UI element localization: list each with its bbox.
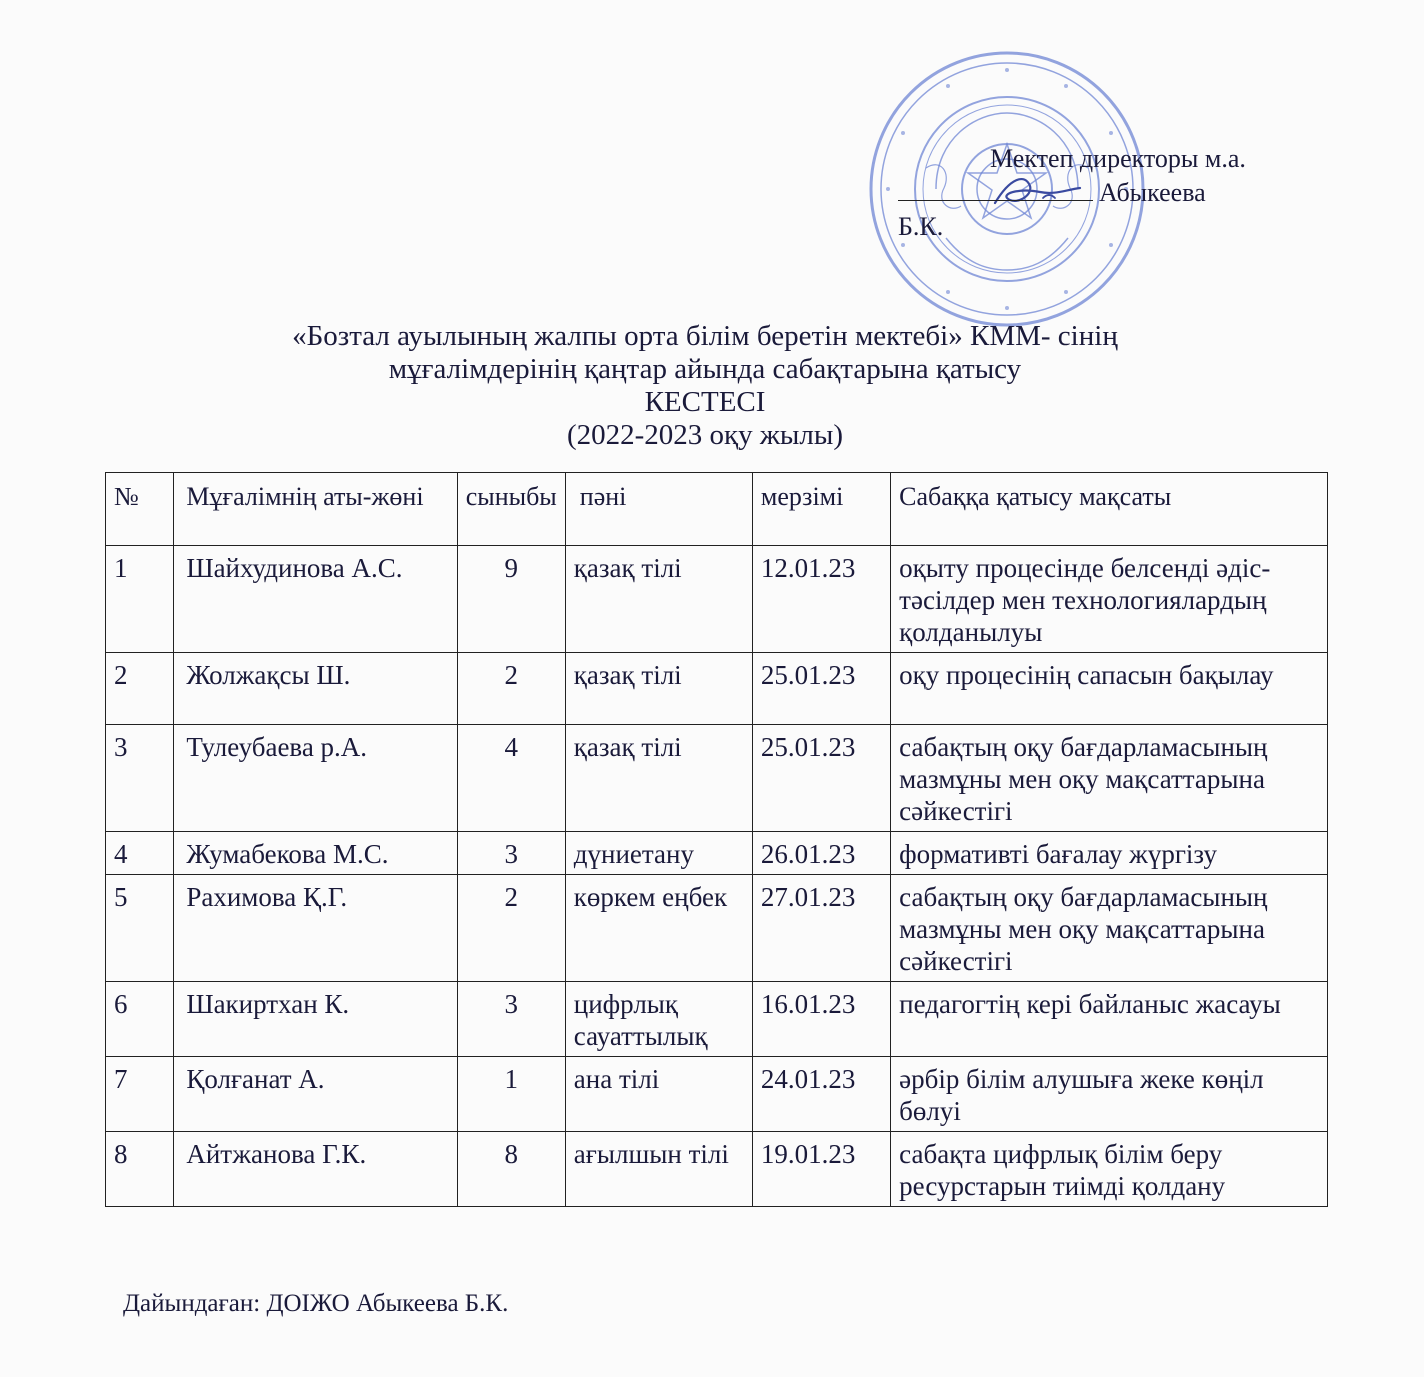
row-grade: 2 (457, 875, 565, 982)
title-line-1: «Бозтал ауылының жалпы орта білім беретін мектебі» КММ- сінің (292, 320, 1118, 352)
row-grade: 3 (457, 982, 565, 1057)
row-purpose: әрбір білім алушыға жеке көңіл бөлуі (891, 1057, 1328, 1132)
prepared-by-note: Дайындаған: ДОІЖО Абыкеева Б.К. (123, 1290, 509, 1317)
row-subject: қазақ тілі (565, 546, 752, 653)
row-number: 2 (106, 653, 174, 725)
row-number: 8 (106, 1132, 174, 1207)
header-date: мерзімі (752, 473, 890, 546)
row-subject: дүниетану (565, 832, 752, 875)
table-row (106, 832, 1328, 875)
table-row (106, 875, 1328, 982)
row-teacher-name: Шайхудинова А.С. (174, 546, 457, 653)
row-number: 6 (106, 982, 174, 1057)
table-header-row (106, 473, 1328, 546)
row-number: 7 (106, 1057, 174, 1132)
row-grade: 8 (457, 1132, 565, 1207)
row-purpose: формативті бағалау жүргізу (891, 832, 1328, 875)
row-teacher-name: Қолғанат А. (174, 1057, 457, 1132)
row-subject: көркем еңбек (565, 875, 752, 982)
table-row (106, 982, 1328, 1057)
header-subject: пәні (565, 473, 752, 546)
document-title (140, 320, 1270, 452)
row-subject: қазақ тілі (565, 653, 752, 725)
row-grade: 2 (457, 653, 565, 725)
row-purpose: сабақтың оқу бағдарламасының мазмұны мен оқу мақсаттарына сәйкестігі (891, 725, 1328, 832)
row-teacher-name: Шакиртхан К. (174, 982, 457, 1057)
attendance-schedule-table (105, 472, 1328, 1207)
row-purpose: сабақта цифрлық білім беру ресурстарын тиімді қолдану (891, 1132, 1328, 1207)
row-number: 3 (106, 725, 174, 832)
row-teacher-name: Айтжанова Г.К. (174, 1132, 457, 1207)
row-date: 24.01.23 (752, 1057, 890, 1132)
row-teacher-name: Жолжақсы Ш. (174, 653, 457, 725)
row-purpose: педагогтің кері байланыс жасауы (891, 982, 1328, 1057)
approver-name: Абыкеева Б.К. (898, 178, 1206, 241)
table-row (106, 1057, 1328, 1132)
row-grade: 9 (457, 546, 565, 653)
approver-position: Мектеп директоры м.а. (990, 144, 1246, 173)
row-subject: қазақ тілі (565, 725, 752, 832)
approval-block (898, 142, 1320, 244)
row-grade: 1 (457, 1057, 565, 1132)
title-line-2: мұғалімдерінің қаңтар айында сабақтарына қатысу (388, 353, 1022, 385)
header-teacher-name: Мұғалімнің аты-жөні (174, 473, 457, 546)
row-number: 4 (106, 832, 174, 875)
row-teacher-name: Жумабекова М.С. (174, 832, 457, 875)
row-number: 1 (106, 546, 174, 653)
row-date: 26.01.23 (752, 832, 890, 875)
row-grade: 3 (457, 832, 565, 875)
signature-blank (898, 178, 1093, 201)
title-line-3: КЕСТЕСІ (644, 386, 766, 418)
row-purpose: оқу процесінің сапасын бақылау (891, 653, 1328, 725)
title-line-4: (2022-2023 оқу жылы) (566, 419, 844, 451)
header-grade: сыныбы (457, 473, 565, 546)
row-subject: ана тілі (565, 1057, 752, 1132)
table-row (106, 1132, 1328, 1207)
row-date: 25.01.23 (752, 653, 890, 725)
row-subject: цифрлық сауаттылық (565, 982, 752, 1057)
row-purpose: сабақтың оқу бағдарламасының мазмұны мен оқу мақсаттарына сәйкестігі (891, 875, 1328, 982)
row-date: 16.01.23 (752, 982, 890, 1057)
header-number: № (106, 473, 174, 546)
row-teacher-name: Тулеубаева р.А. (174, 725, 457, 832)
row-teacher-name: Рахимова Қ.Г. (174, 875, 457, 982)
row-date: 19.01.23 (752, 1132, 890, 1207)
row-grade: 4 (457, 725, 565, 832)
row-date: 12.01.23 (752, 546, 890, 653)
approver-signature-line (898, 176, 1228, 244)
row-date: 27.01.23 (752, 875, 890, 982)
table-row (106, 546, 1328, 653)
table-row (106, 725, 1328, 832)
row-date: 25.01.23 (752, 725, 890, 832)
table-row (106, 653, 1328, 725)
row-number: 5 (106, 875, 174, 982)
row-subject: ағылшын тілі (565, 1132, 752, 1207)
row-purpose: оқыту процесінде белсенді әдіс-тәсілдер мен технологиялардың қолданылуы (891, 546, 1328, 653)
header-purpose: Сабаққа қатысу мақсаты (891, 473, 1328, 546)
